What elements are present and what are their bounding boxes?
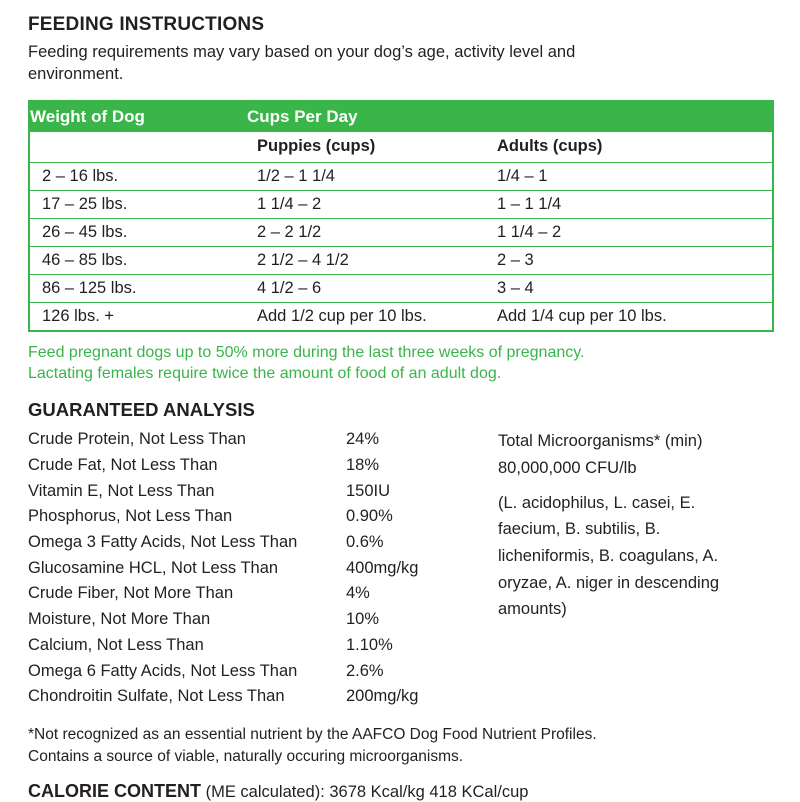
nutrient-name: Omega 3 Fatty Acids, Not Less Than	[28, 533, 298, 551]
nutrient-value: 2.6%	[346, 661, 384, 680]
column-header-weight: Weight of Dog	[29, 101, 247, 132]
nutrient-name: Chondroitin Sulfate, Not Less Than	[28, 687, 285, 706]
table-row	[29, 246, 773, 274]
cell-adults: 2 – 3	[487, 246, 773, 274]
nutrient-row	[28, 479, 498, 505]
cell-puppies: Add 1/2 cup per 10 lbs.	[257, 306, 427, 325]
cell-puppies: 1 1/4 – 2	[247, 190, 487, 218]
nutrient-value: 0.6%	[346, 533, 384, 551]
cell-adults: 1 1/4 – 2	[487, 218, 773, 246]
calorie-content	[28, 781, 772, 802]
table-row	[29, 274, 773, 302]
cell-puppies: 2 – 2 1/2	[247, 218, 487, 246]
nutrient-value: 0.90%	[346, 507, 393, 526]
subheader-adults: Adults (cups)	[487, 132, 773, 163]
nutrient-row	[28, 581, 498, 607]
nutrient-row	[28, 607, 498, 633]
nutrient-row	[28, 556, 498, 582]
cell-weight: 126 lbs. +	[42, 306, 115, 325]
nutrient-name: Vitamin E, Not Less Than	[28, 481, 215, 500]
nutrient-row	[28, 427, 498, 453]
table-subheader-row	[29, 132, 773, 163]
guaranteed-analysis-section	[28, 427, 772, 710]
cell-weight: 17 – 25 lbs.	[29, 190, 247, 218]
footnote-line-2: Contains a source of viable, naturally occuring microorganisms.	[28, 747, 464, 765]
pregnancy-note-line-2: Lactating females require twice the amount of food of an adult dog.	[28, 365, 502, 383]
nutrient-name: Moisture, Not More Than	[28, 610, 211, 629]
nutrient-name: Crude Fiber, Not More Than	[28, 584, 234, 603]
footnote-line-1: *Not recognized as an essential nutrient by the AAFCO Dog Food Nutrient Profiles.	[28, 726, 597, 744]
column-header-cups-per-day: Cups Per Day	[247, 101, 773, 132]
nutrient-name: Omega 6 Fatty Acids, Not Less Than	[28, 661, 298, 680]
cell-adults: 1 – 1 1/4	[487, 190, 773, 218]
nutrient-list	[28, 427, 498, 710]
nutrient-value: 18%	[346, 455, 380, 474]
subheader-puppies: Puppies (cups)	[247, 132, 487, 163]
nutrient-name: Crude Fat, Not Less Than	[28, 455, 218, 474]
nutrient-value: 400mg/kg	[346, 558, 419, 577]
nutrient-name: Phosphorus, Not Less Than	[28, 507, 233, 526]
nutrient-value: 1.10%	[346, 635, 393, 654]
table-header-row	[29, 101, 773, 132]
calorie-content-value: (ME calculated): 3678 Kcal/kg 418 KCal/cup	[201, 782, 529, 801]
cell-weight: 26 – 45 lbs.	[29, 218, 247, 246]
pregnancy-note	[28, 342, 772, 385]
cell-weight: 2 – 16 lbs.	[29, 162, 247, 190]
nutrient-row	[28, 504, 498, 530]
table-row	[29, 162, 773, 190]
feeding-instructions-title: FEEDING INSTRUCTIONS	[28, 14, 265, 35]
nutrient-value: 200mg/kg	[346, 687, 419, 706]
cell-adults: 3 – 4	[487, 274, 773, 302]
cell-adults: 1/4 – 1	[487, 162, 773, 190]
cell-adults: Add 1/4 cup per 10 lbs.	[497, 306, 667, 325]
table-row	[29, 302, 773, 331]
microorganisms-detail: (L. acidophilus, L. casei, E. faecium, B. subtilis, B. licheniformis, B. coagulans, A. oryzae, A. niger in descending amounts)	[498, 493, 720, 619]
subheader-blank	[29, 132, 247, 163]
nutrient-row	[28, 633, 498, 659]
calorie-content-label: CALORIE CONTENT	[28, 780, 201, 801]
cell-puppies: 1/2 – 1 1/4	[247, 162, 487, 190]
feeding-intro-text: Feeding requirements may vary based on your dog’s age, activity level and environment.	[28, 43, 576, 83]
table-row	[29, 190, 773, 218]
footnote	[28, 724, 772, 767]
cell-puppies: 2 1/2 – 4 1/2	[247, 246, 487, 274]
nutrient-value: 4%	[346, 584, 370, 603]
cell-weight: 46 – 85 lbs.	[29, 246, 247, 274]
table-row	[29, 218, 773, 246]
microorganisms-title: Total Microorganisms* (min)	[498, 432, 703, 451]
microorganisms-block	[498, 427, 748, 623]
feeding-chart-table	[28, 100, 774, 332]
nutrient-value: 150IU	[346, 481, 391, 500]
pregnancy-note-line-1: Feed pregnant dogs up to 50% more during the last three weeks of pregnancy.	[28, 343, 585, 361]
guaranteed-analysis-title: GUARANTEED ANALYSIS	[28, 399, 255, 421]
nutrient-name: Crude Protein, Not Less Than	[28, 430, 246, 449]
nutrient-row	[28, 684, 498, 710]
nutrient-name: Glucosamine HCL, Not Less Than	[28, 558, 279, 577]
nutrient-row	[28, 453, 498, 479]
nutrient-name: Calcium, Not Less Than	[28, 635, 204, 654]
nutrient-value: 24%	[346, 430, 380, 449]
nutrient-value: 10%	[346, 610, 380, 629]
microorganisms-cfu: 80,000,000 CFU/lb	[498, 458, 637, 477]
nutrient-row	[28, 659, 498, 685]
cell-puppies: 4 1/2 – 6	[247, 274, 487, 302]
cell-weight: 86 – 125 lbs.	[29, 274, 247, 302]
nutrient-row	[28, 530, 498, 556]
